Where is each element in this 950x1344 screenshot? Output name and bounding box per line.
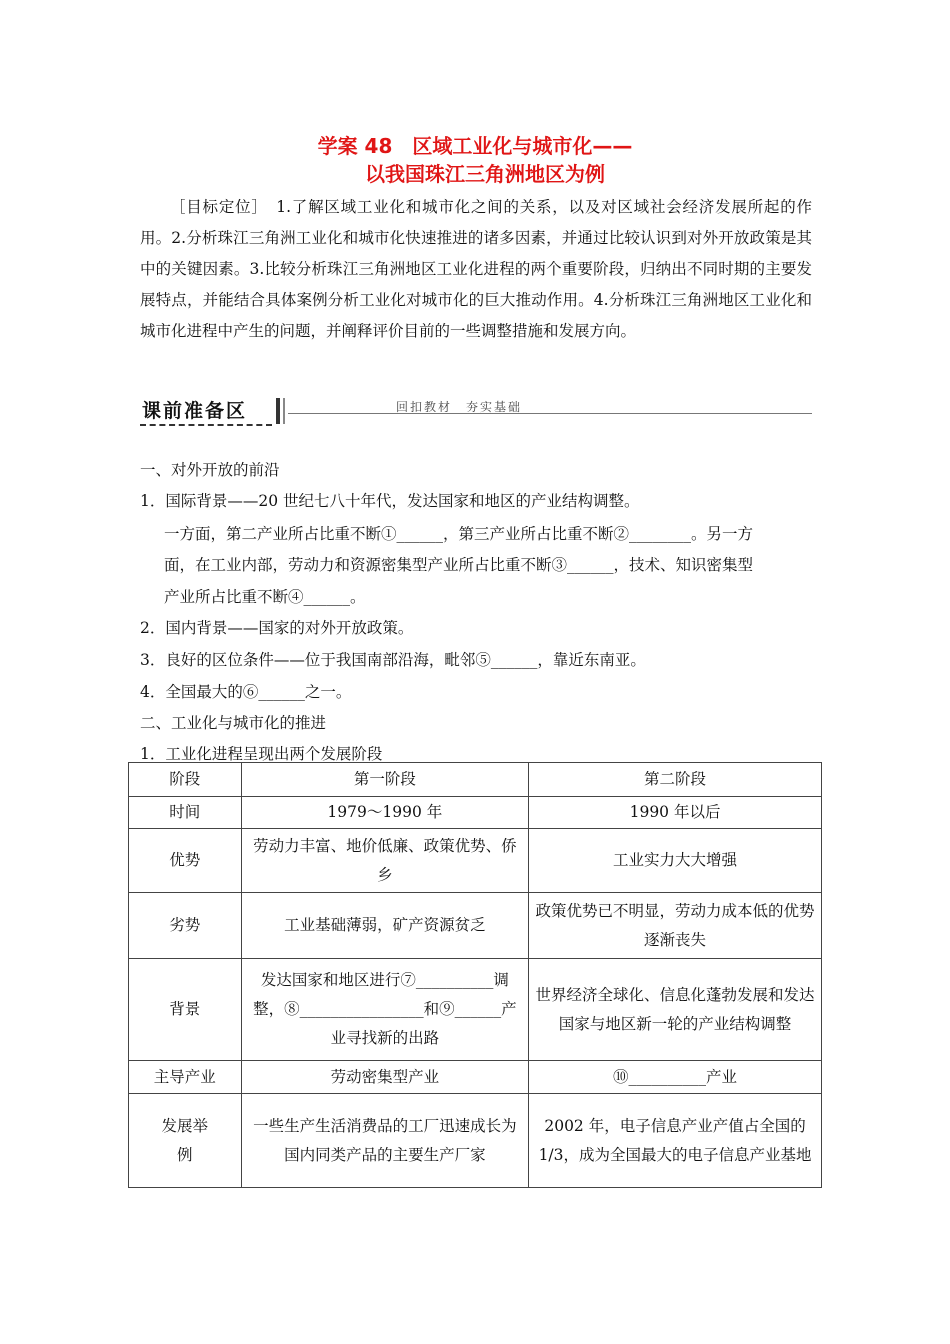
table-row — [129, 829, 822, 893]
table-row — [129, 893, 822, 959]
table-row — [129, 763, 822, 797]
banner-title: 课前准备区 — [142, 400, 248, 422]
banner-subtitle: 回扣教材 夯实基础 — [396, 400, 523, 414]
page-subtitle: 以我国珠江三角洲地区为例 — [365, 162, 605, 186]
row-label: 背景 — [129, 959, 242, 1061]
table-cell: 工业实力大大增强 — [529, 829, 822, 893]
row-label: 时间 — [129, 797, 242, 829]
section1-item4: 4．全国最大的⑥______之一。 — [140, 683, 352, 701]
section1-item3: 3．良好的区位条件——位于我国南部沿海，毗邻⑤______，靠近东南亚。 — [140, 651, 646, 669]
section1-item1: 1．国际背景——20 世纪七八十年代，发达国家和地区的产业结构调整。 — [140, 492, 640, 510]
banner-bar-thin — [283, 398, 285, 424]
section2-heading: 二、工业化与城市化的推进 — [140, 714, 327, 732]
table-cell: 发达国家和地区进行⑦__________调整，⑧________________和⑨______产业寻找新的出路 — [241, 959, 528, 1061]
table-cell: 政策优势已不明显，劳动力成本低的优势逐渐丧失 — [529, 893, 822, 959]
table-cell: 劳动密集型产业 — [241, 1061, 528, 1094]
header-cell: 第一阶段 — [241, 763, 528, 797]
header-cell: 阶段 — [129, 763, 242, 797]
row-label: 优势 — [129, 829, 242, 893]
banner-rule — [288, 413, 812, 414]
table-cell: 2002 年，电子信息产业产值占全国的 1/3，成为全国最大的电子信息产业基地 — [529, 1094, 822, 1188]
banner-bar — [276, 398, 280, 424]
row-label: 劣势 — [129, 893, 242, 959]
row-label: 发展举例 — [129, 1094, 242, 1188]
section1-item1-line2: 面，在工业内部，劳动力和资源密集型产业所占比重不断③______，技术、知识密集型 — [164, 556, 754, 574]
section1-item1-line3: 产业所占比重不断④______。 — [164, 588, 366, 606]
table-row — [129, 797, 822, 829]
table-cell: 1990 年以后 — [529, 797, 822, 829]
table-cell: 劳动力丰富、地价低廉、政策优势、侨乡 — [241, 829, 528, 893]
table-row — [129, 1094, 822, 1188]
objectives-paragraph: ［目标定位］ 1.了解区域工业化和城市化之间的关系，以及对区域社会经济发展所起的作用。2.分析珠江三角洲工业化和城市化快速推进的诸多因素，并通过比较认识到对外开放政策是其中的关键因素。3.比较分析珠江三角洲地区工业化进程的两个重要阶段，归纳出不同时期的主要发展特点，并能结合具体案例分析工业化对城市化的巨大推动作用。4.分析珠江三角洲地区工业化和城市化进程中产生的问题，并阐释评价目前的一些调整措施和发展方向。 — [140, 198, 812, 340]
section1-heading: 一、对外开放的前沿 — [140, 461, 280, 479]
stages-table — [128, 762, 822, 1188]
table-row — [129, 959, 822, 1061]
section2-item1: 1．工业化进程呈现出两个发展阶段 — [140, 745, 383, 763]
table-cell: 工业基础薄弱，矿产资源贫乏 — [241, 893, 528, 959]
table-cell: 一些生产生活消费品的工厂迅速成长为国内同类产品的主要生产厂家 — [241, 1094, 528, 1188]
section1-item2: 2．国内背景——国家的对外开放政策。 — [140, 619, 414, 637]
section-banner — [140, 392, 812, 432]
table-cell: ⑩__________产业 — [529, 1061, 822, 1094]
table-cell: 世界经济全球化、信息化蓬勃发展和发达国家与地区新一轮的产业结构调整 — [529, 959, 822, 1061]
table-cell: 1979～1990 年 — [241, 797, 528, 829]
header-cell: 第二阶段 — [529, 763, 822, 797]
table-row — [129, 1061, 822, 1094]
section1-item1-line1: 一方面，第二产业所占比重不断①______，第三产业所占比重不断②________。另一方 — [164, 525, 754, 543]
page-title: 学案 48 区域工业化与城市化—— — [317, 134, 633, 158]
row-label: 主导产业 — [129, 1061, 242, 1094]
banner-dash-line — [140, 424, 272, 426]
